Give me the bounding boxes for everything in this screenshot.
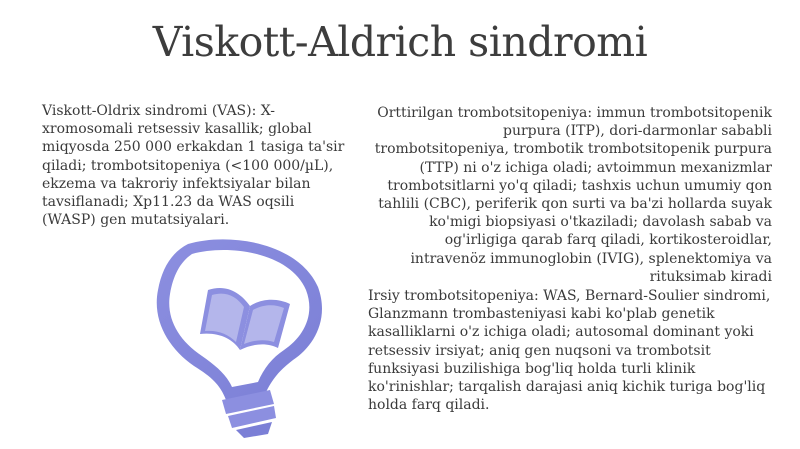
lightbulb-book-icon	[148, 232, 328, 442]
acquired-thrombocytopenia-text: Orttirilgan trombotsitopeniya: immun trombotsitopenik purpura (ITP), dori-darmonlar sababli trombotsitopeniya, trombotik trombotsitopenik purpura (TTP) ni o'z ichiga oladi; avtoimmun mexanizmlar trombotsitlarni yo'q qiladi; tashxis uchun umumiy qon tahlili (CBC), periferik qon surti va ba'zi hollarda suyak ko'migi biopsiyasi o'tkaziladi; davolash sabab va og'irligiga qarab farq qiladi, kortikosteroidlar, intravenöz immunoglobin (IVIG), splenektomiya va rituksimab kiradi	[374, 105, 772, 285]
was-description: Viskott-Oldrix sindromi (VAS): X-xromosomali retsessiv kasallik; global miqyosda 250 000 erkakdan 1 tasiga ta'sir qiladi; trombotsitopeniya (<100 000/µL), ekzema va takroriy infektsiyalar bilan tavsiflanadi; Xp11.23 da WAS oqsili (WASP) gen mutatsiyalari.	[42, 103, 345, 229]
hereditary-thrombocytopenia-text: Irsiy trombotsitopeniya: WAS, Bernard-Soulier sindromi, Glanzmann trombasteniyasi kabi ko'plab genetik kasalliklarni o'z ichiga oladi; autosomal dominant yoki retsessiv irsiyat; aniq gen nuqsoni va trombotsit funksiyasi buzilishiga bog'liq holda turli klinik ko'rinishlar; tarqalish darajasi aniq kichik turiga bog'liq holda farq qiladi.	[368, 288, 771, 414]
slide-title: Viskott-Aldrich sindromi	[152, 18, 648, 66]
